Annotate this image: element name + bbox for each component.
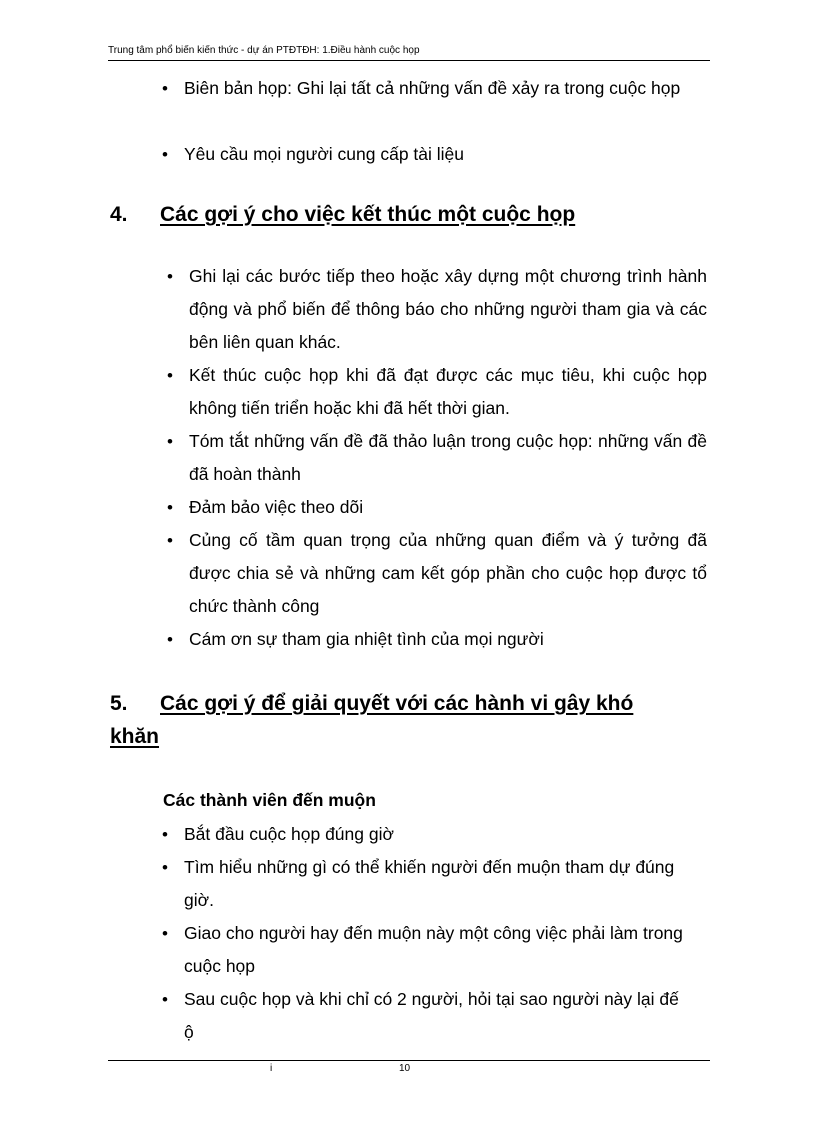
footer-marker: i — [270, 1063, 273, 1074]
section-4-title: Các gợi ý cho việc kết thúc một cuộc họp — [160, 203, 576, 226]
section-5-title-line2: khăn — [110, 725, 160, 748]
section-5-heading — [110, 687, 710, 753]
section-5-title-line1: Các gợi ý để giải quyết với các hành vi gây khó — [160, 692, 634, 715]
list-item: • Bắt đầu cuộc họp đúng giờ — [184, 818, 702, 851]
list-item: • Ghi lại các bước tiếp theo hoặc xây dựng một chương trình hành động và phổ biến để thông báo cho những người tham gia và các bên liên quan khác. — [189, 260, 707, 359]
list-item: • Sau cuộc họp và khi chỉ có 2 người, hỏi tại sao người này lại đế ộ — [184, 983, 702, 1049]
list-item: • Kết thúc cuộc họp khi đã đạt được các mục tiêu, khi cuộc họp không tiến triển hoặc khi đã hết thời gian. — [189, 359, 707, 425]
list-item: • Củng cố tầm quan trọng của những quan điểm và ý tưởng đã được chia sẻ và những cam kết góp phần cho cuộc họp được tổ chức thành công — [189, 524, 707, 623]
list-item: • Đảm bảo việc theo dõi — [189, 491, 707, 524]
section-4-number: 4. — [110, 203, 128, 226]
list-item: • Tóm tắt những vấn đề đã thảo luận trong cuộc họp: những vấn đề đã hoàn thành — [189, 425, 707, 491]
page-number: 10 — [399, 1063, 411, 1074]
list-item: • Biên bản họp: Ghi lại tất cả những vấn đề xảy ra trong cuộc họp — [184, 72, 699, 105]
late-members-subheading: Các thành viên đến muộn — [163, 790, 376, 810]
footer-divider — [108, 1060, 710, 1061]
section-4-heading — [110, 198, 575, 231]
list-item: • Tìm hiểu những gì có thể khiến người đến muộn tham dự đúng giờ. — [184, 851, 702, 917]
list-item: • Giao cho người hay đến muộn này một công việc phải làm trong cuộc họp — [184, 917, 702, 983]
list-item: • Cám ơn sự tham gia nhiệt tình của mọi người — [189, 623, 707, 656]
list-item: • Yêu cầu mọi người cung cấp tài liệu — [184, 138, 699, 171]
section-5-number: 5. — [110, 692, 128, 715]
page-header: Trung tâm phổ biến kiến thức - dự án PTĐTĐH: 1.Điều hành cuộc họp — [108, 44, 710, 61]
